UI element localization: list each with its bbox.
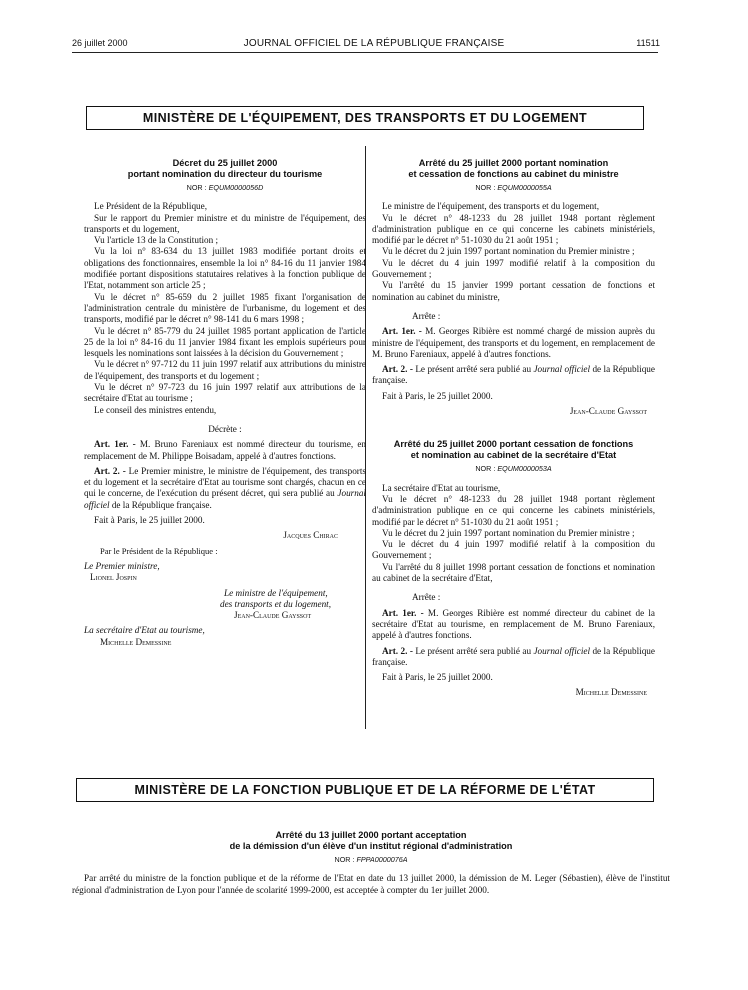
arrete1-para: Vu le décret du 4 juin 1997 modifié relatif à la composition du Gouvernement ; bbox=[372, 257, 655, 280]
arrete1-title: Arrêté du 25 juillet 2000 portant nomination et cessation de fonctions au cabinet du ministre bbox=[408, 158, 619, 179]
arrete2-signature: Michelle Demessine bbox=[575, 687, 647, 698]
arrete2-fait: Fait à Paris, le 25 juillet 2000. bbox=[382, 672, 493, 683]
decree-nor: NOR : EQUM0000056D bbox=[186, 183, 264, 192]
arrete1-para: Le ministre de l'équipement, des transports et du logement, bbox=[382, 201, 599, 212]
arrete2-para: Vu l'arrêté du 8 juillet 1998 portant cessation de fonctions et nomination au cabinet de la secrétaire d'Etat, bbox=[372, 561, 655, 584]
decree-para: Vu le décret n° 85-659 du 2 juillet 1985 fixant l'organisation de l'administration centrale du ministère de l'urbanisme, du logement et des transports, modifié par le décret n° 98-141 du 6 mars 1998 ; bbox=[84, 291, 366, 325]
arrete1-para: Vu le décret n° 48-1233 du 28 juillet 1948 portant règlement d'administration publique en ce qui concerne les cabinets ministériels, modifié par le décret n° 51-1030 du 21 août 1951 ; bbox=[372, 212, 655, 246]
minister-title-2: des transports et du logement, bbox=[220, 598, 332, 609]
secretary-title: La secrétaire d'Etat au tourisme, bbox=[84, 625, 205, 636]
arrete2-para: Vu le décret du 2 juin 1997 portant nomination du Premier ministre ; bbox=[382, 527, 635, 538]
arrete1-nor: NOR : EQUM0000055A bbox=[475, 183, 552, 192]
decree-para: Sur le rapport du Premier ministre et du ministre de l'équipement, des transports et du logement, bbox=[84, 212, 366, 234]
decree-title: Décret du 25 juillet 2000 portant nomination du directeur du tourisme bbox=[127, 158, 323, 179]
secretary-name: Michelle Demessine bbox=[100, 636, 172, 647]
decree-article-1: Art. 1er. - M. Bruno Fareniaux est nommé directeur du tourisme, en remplacement de M. Philippe Boisadam, appelé à d'autres fonctions. bbox=[84, 439, 366, 461]
decree-para: Vu le décret n° 85-779 du 24 juillet 1985 portant application de l'article 25 de la loi n° 84-16 du 11 janvier 1984 fixant les emplois supérieurs pour lesquels les nominations sont laissées à la décision du Gouvernement ; bbox=[84, 325, 366, 359]
arrete2-title: Arrêté du 25 juillet 2000 portant cessation de fonctions et nomination au cabinet de la secrétaire d'Etat bbox=[393, 439, 634, 460]
pm-name: Lionel Jospin bbox=[90, 572, 137, 583]
decrete-label: Décrète : bbox=[208, 423, 242, 434]
arrete2-para: La secrétaire d'Etat au tourisme, bbox=[382, 482, 501, 493]
arrete2-para: Vu le décret du 4 juin 1997 modifié relatif à la composition du Gouvernement ; bbox=[372, 539, 655, 561]
arretes-right-column bbox=[372, 158, 655, 699]
par-le-president: Par le Président de la République : bbox=[100, 545, 218, 556]
arrete1-label: Arrête : bbox=[412, 310, 441, 321]
page-number: 11511 bbox=[636, 38, 660, 48]
header-date: 26 juillet 2000 bbox=[72, 38, 128, 48]
decree-para: Le Président de la République, bbox=[94, 201, 208, 212]
bottom-arrete-text: Par arrêté du ministre de la fonction publique et de la réforme de l'Etat en date du 13 juillet 2000, la démission de M. Leger (Sébastien), élève de l'institut régional d'administration de Lyon pour l'année de scolarité 1999-2000, est acceptée à compter du 1er juillet 2000. bbox=[72, 873, 670, 895]
decree-article-2: Art. 2. - Le Premier ministre, le ministre de l'équipement, des transports et du logement et la secrétaire d'Etat au tourisme sont chargés, chacun en ce qui le concerne, de l'exécution du présent décret, qui sera publié au Journal officiel de la République française. bbox=[84, 465, 366, 510]
minister-title: Le ministre de l'équipement, bbox=[224, 587, 328, 598]
bottom-arrete-title: Arrêté du 13 juillet 2000 portant acceptation de la démission d'un élève d'un institut régional d'administration bbox=[229, 830, 513, 851]
journal-title: JOURNAL OFFICIEL DE LA RÉPUBLIQUE FRANÇAISE bbox=[243, 38, 505, 49]
decree-fait: Fait à Paris, le 25 juillet 2000. bbox=[94, 515, 205, 526]
decree-para: Vu le décret n° 97-712 du 11 juin 1997 relatif aux attributions du ministre de l'équipement, des transports et du logement ; bbox=[84, 359, 366, 381]
arrete2-article-2: Art. 2. - Le présent arrêté sera publié au Journal officiel de la République française. bbox=[372, 645, 655, 667]
bottom-arrete-nor: NOR : FPPA0000076A bbox=[334, 855, 408, 864]
arrete1-article-2: Art. 2. - Le présent arrêté sera publié au Journal officiel de la République française. bbox=[372, 364, 655, 386]
arrete1-para: Vu l'arrêté du 15 janvier 1999 portant cessation de fonctions et nomination au cabinet du ministre, bbox=[372, 280, 655, 302]
header-rule bbox=[72, 52, 658, 53]
pm-title: Le Premier ministre, bbox=[84, 560, 160, 571]
arrete2-label: Arrête : bbox=[412, 592, 441, 603]
decree-para: Le conseil des ministres entendu, bbox=[94, 404, 217, 415]
decree-left-column bbox=[84, 158, 366, 648]
arrete2-para: Vu le décret n° 48-1233 du 28 juillet 1948 portant règlement d'administration publique en ce qui concerne les cabinets ministériels, modifié par le décret n° 51-1030 du 21 août 1951 ; bbox=[372, 493, 655, 527]
arrete2-nor: NOR : EQUM0000053A bbox=[475, 464, 552, 474]
ministry-equipement-heading: MINISTÈRE DE L'ÉQUIPEMENT, DES TRANSPORTS ET DU LOGEMENT bbox=[86, 106, 644, 130]
signature-president: Jacques Chirac bbox=[283, 530, 338, 541]
ministry-fonction-publique-heading: MINISTÈRE DE LA FONCTION PUBLIQUE ET DE LA RÉFORME DE L'ÉTAT bbox=[76, 778, 654, 802]
arrete2-article-1: Art. 1er. - M. Georges Ribière est nommé directeur du cabinet de la secrétaire d'Etat au tourisme, en remplacement de M. Bruno Fareniaux, appelé à d'autres fonctions. bbox=[372, 607, 655, 641]
decree-para: Vu l'article 13 de la Constitution ; bbox=[94, 235, 219, 246]
arrete1-signature: Jean-Claude Gayssot bbox=[569, 406, 647, 417]
decree-para: Vu la loi n° 83-634 du 13 juillet 1983 modifiée portant droits et obligations des fonctionnaires, ensemble la loi n° 84-16 du 11 janvier 1984 modifiée portant dispositions statutaires relatives à la fonction publique de l'Etat, notamment son article 25 ; bbox=[84, 246, 366, 291]
arrete1-para: Vu le décret du 2 juin 1997 portant nomination du Premier ministre ; bbox=[382, 246, 635, 257]
decree-para: Vu le décret n° 97-723 du 16 juin 1997 relatif aux attributions de la secrétaire d'Etat au tourisme ; bbox=[84, 382, 366, 404]
arrete1-article-1: Art. 1er. - M. Georges Ribière est nommé chargé de mission auprès du ministre de l'équipement, des transports et du logement, en remplacement de M. Bruno Fareniaux, appelé à d'autres fonctions. bbox=[372, 326, 655, 359]
arrete1-fait: Fait à Paris, le 25 juillet 2000. bbox=[382, 390, 493, 401]
bottom-arrete bbox=[72, 830, 670, 896]
minister-name: Jean-Claude Gayssot bbox=[234, 610, 312, 621]
